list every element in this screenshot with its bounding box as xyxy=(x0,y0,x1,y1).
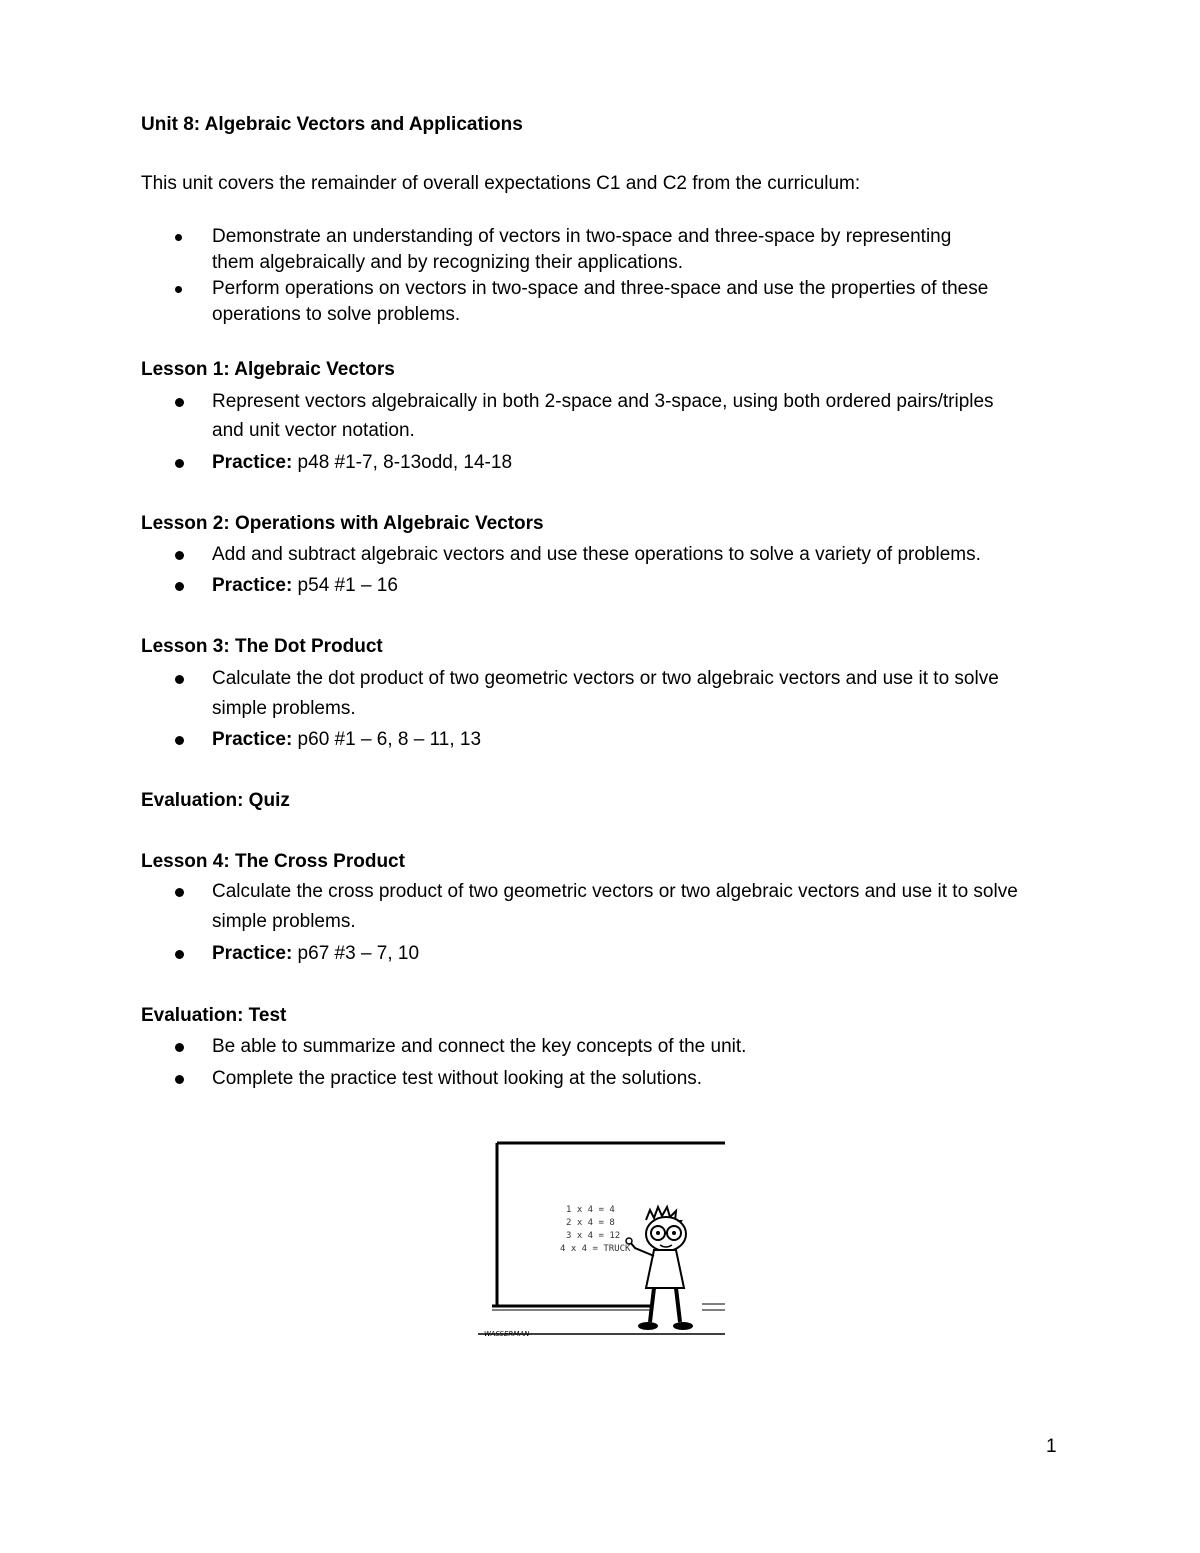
page-number: 1 xyxy=(1046,1436,1057,1457)
practice-label: Practice: xyxy=(212,452,293,473)
bullet-icon xyxy=(175,551,184,560)
board-line-2: 2 x 4 = 8 xyxy=(566,1218,615,1228)
practice-label: Practice: xyxy=(212,729,293,750)
kid-shoe xyxy=(638,1322,658,1330)
lesson-4-heading: Lesson 4: The Cross Product xyxy=(141,851,405,872)
lesson-1-goal-line-1: Represent vectors algebraically in both 2-space and 3-space, using both ordered pairs/triples xyxy=(212,391,994,412)
practice-text: p67 #3 – 7, 10 xyxy=(292,943,420,964)
bullet-icon xyxy=(175,459,184,468)
unit-title: Unit 8: Algebraic Vectors and Applications xyxy=(141,114,523,135)
expectation-1-line-1: Demonstrate an understanding of vectors in two-space and three-space by representing xyxy=(212,226,952,247)
chalkboard-cartoon xyxy=(470,1138,730,1346)
evaluation-test-item-1: Be able to summarize and connect the key concepts of the unit. xyxy=(212,1036,747,1057)
lesson-4-goal-line-2: simple problems. xyxy=(212,911,356,932)
lesson-1-goal-line-2: and unit vector notation. xyxy=(212,420,415,441)
evaluation-test-heading: Evaluation: Test xyxy=(141,1005,287,1026)
expectation-1-line-2: them algebraically and by recognizing their applications. xyxy=(212,252,684,273)
bullet-icon xyxy=(175,736,184,745)
lesson-3-heading: Lesson 3: The Dot Product xyxy=(141,636,383,657)
board-line-4: 4 x 4 = TRUCK xyxy=(560,1244,631,1254)
practice-text: p60 #1 – 6, 8 – 11, 13 xyxy=(292,729,482,750)
bullet-icon xyxy=(175,234,182,241)
lesson-4-goal-line-1: Calculate the cross product of two geometric vectors or two algebraic vectors and use it to solve xyxy=(212,881,1018,902)
board-line-1: 1 x 4 = 4 xyxy=(566,1205,615,1215)
lesson-1-heading: Lesson 1: Algebraic Vectors xyxy=(141,359,395,380)
expectation-2-line-1: Perform operations on vectors in two-space and three-space and use the properties of these xyxy=(212,278,989,299)
kid-leg xyxy=(650,1288,654,1322)
practice-text: p48 #1-7, 8-13odd, 14-18 xyxy=(292,452,513,473)
bullet-icon xyxy=(175,950,184,959)
practice-label: Practice: xyxy=(212,575,293,596)
lesson-3-practice xyxy=(212,728,481,752)
bullet-icon xyxy=(175,286,182,293)
practice-label: Practice: xyxy=(212,943,293,964)
expectation-2-line-2: operations to solve problems. xyxy=(212,304,461,325)
lesson-1-practice xyxy=(212,451,512,475)
bullet-icon xyxy=(175,1043,184,1052)
bullet-icon xyxy=(175,888,184,897)
bullet-icon xyxy=(175,1075,184,1084)
bullet-icon xyxy=(175,398,184,407)
lesson-3-goal-line-2: simple problems. xyxy=(212,698,356,719)
bullet-icon xyxy=(175,675,184,684)
lesson-3-goal-line-1: Calculate the dot product of two geometric vectors or two algebraic vectors and use it to solve xyxy=(212,668,999,689)
lesson-4-practice xyxy=(212,942,419,966)
bullet-icon xyxy=(175,582,184,591)
cartoon-signature: WASSERMAN xyxy=(484,1330,530,1338)
evaluation-test-item-2: Complete the practice test without looking at the solutions. xyxy=(212,1068,703,1089)
lesson-2-heading: Lesson 2: Operations with Algebraic Vectors xyxy=(141,513,544,534)
lesson-2-practice xyxy=(212,574,398,598)
board-line-3: 3 x 4 = 12 xyxy=(566,1231,621,1241)
practice-text: p54 #1 – 16 xyxy=(292,575,398,596)
lesson-2-goal-line-1: Add and subtract algebraic vectors and use these operations to solve a variety of problems. xyxy=(212,544,981,565)
intro-text: This unit covers the remainder of overall expectations C1 and C2 from the curriculum: xyxy=(141,173,861,194)
evaluation-quiz-heading: Evaluation: Quiz xyxy=(141,790,290,811)
